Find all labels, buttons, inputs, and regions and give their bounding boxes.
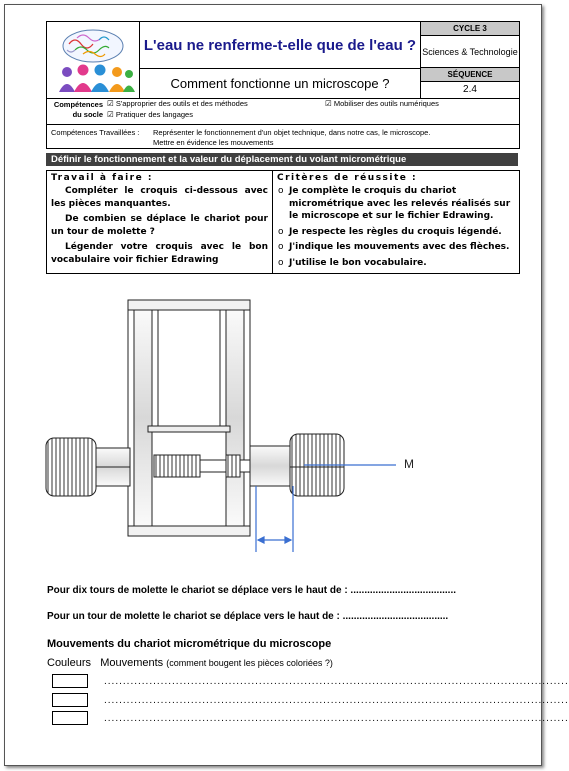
competences-socle [46,97,520,125]
sequence-value: 2.4 [463,84,477,95]
critere-item: o Je respecte les règles du croquis légendé. [277,226,515,239]
critere-item: o J'indique les mouvements avec des flèches. [277,241,515,254]
travaillees-label: Compétences Travaillées : [51,128,140,137]
header-table [46,21,520,99]
criteres-heading: Critères de réussite : [277,173,418,183]
question-one-turn: Pour un tour de molette le chariot se déplace vers le haut de : ...................................... [47,611,449,622]
critere-item: o Je complète le croquis du chariot micrométrique avec les relevés réalisés sur le microscope et sur le fichier Edrawing. [277,185,515,223]
travail-heading: Travail à faire : [51,173,153,183]
competence-item: ☑ Pratiquer des langages [107,110,193,119]
travaillees-line: Mettre en évidence les mouvements [153,138,274,147]
travail-paragraph: Compléter le croquis ci-dessous avec les pièces manquantes. [51,186,268,209]
mouvements-label: Mouvements [100,657,164,669]
answer-line[interactable]: ........................................................................................................................... [104,676,569,687]
competence-item: ☑ S'approprier des outils et des méthodes [107,99,248,108]
checkbox-icon: ☑ [107,99,114,108]
answer-line[interactable]: ........................................................................................................................... [104,713,569,724]
sequence-label: SÉQUENCE [421,68,519,82]
logo [47,22,140,98]
label-m: M [404,457,414,471]
mouvements-title: Mouvements du chariot micrométrique du microscope [47,638,332,650]
socle-label: Compétences du socle [53,100,103,119]
checkbox-icon: ☑ [107,110,114,119]
travail-paragraph: De combien se déplace le chariot pour un tour de molette ? [51,214,268,237]
competence-item: ☑ Mobiliser des outils numériques [325,99,439,108]
mouvements-note: (comment bougent les pièces coloriées ?) [166,658,333,668]
criteres-column [273,171,519,273]
page-title: L'eau ne renferme-t-elle que de l'eau ? [140,22,420,69]
travail-paragraph: Légender votre croquis avec le bon vocabulaire voir fichier Edrawing [51,242,268,265]
checkbox-icon: ☑ [325,99,332,108]
question-ten-turns: Pour dix tours de molette le chariot se déplace vers le haut de : ...................................... [47,585,456,596]
instructions-table [46,170,520,274]
page-subtitle: Comment fonctionne un microscope ? [170,76,390,91]
header-meta [420,22,519,98]
couleurs-label: Couleurs [47,657,92,669]
travail-column [47,171,273,273]
color-box[interactable] [52,693,88,707]
answer-line[interactable]: ........................................................................................................................... [104,695,569,706]
color-box[interactable] [52,674,88,688]
couleurs-header [47,657,333,669]
competences-travaillees [46,124,520,149]
micrometer-drawing [30,290,440,570]
color-box[interactable] [52,711,88,725]
discipline-label: Sciences & Technologie [421,36,519,68]
travaillees-line: Représenter le fonctionnement d'un objet technique, dans notre cas, le microscope. [153,128,431,137]
cycle-label: CYCLE 3 [421,22,519,36]
critere-item: o J'utilise le bon vocabulaire. [277,257,515,270]
section-bar: Définir le fonctionnement et la valeur du déplacement du volant micrométrique [46,153,518,166]
